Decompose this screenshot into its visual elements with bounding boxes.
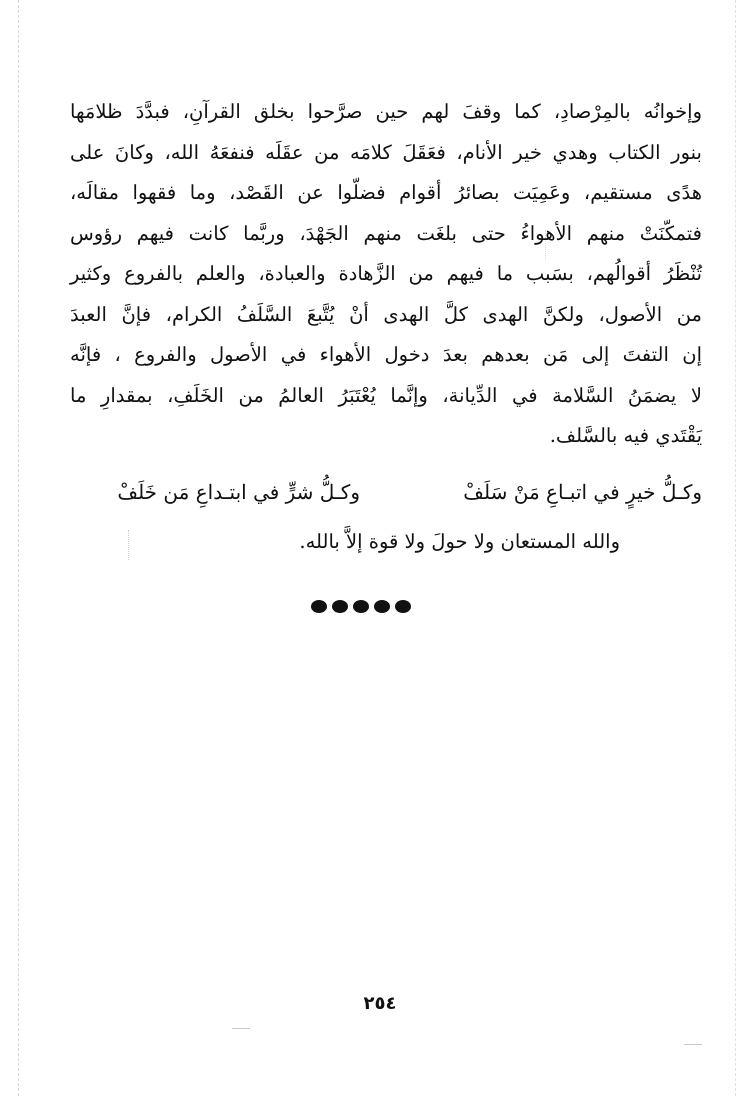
paragraph-line: بنور الكتاب وهدي خير الأنام، فعَقَلَ كلامَه من عقَلَه فنفعَهُ الله، وكانَ على [70,140,702,164]
verse-second-hemistich: وكـلُّ شرٍّ في ابتـداعِ مَن خَلَفْ [117,480,360,504]
closing-line: والله المستعان ولا حولَ ولا قوة إلاَّ بالله. [299,530,620,553]
section-separator [311,600,411,614]
main-paragraph [70,92,702,457]
paragraph-line: فتمكّنَتْ منهم الأهواءُ حتى بلغَت منهم الجَهْدَ، وربَّما كانت فيهم رؤوس [70,221,702,245]
scan-artifact-mark [128,530,129,560]
scan-artifact-mark [232,1028,250,1029]
paragraph-line: لا يضمَنُ السَّلامة في الدِّيانة، وإنَّما يُعْتَبَرُ العالمُ من الخَلَفِ، بمقدارِ ما [70,383,702,407]
separator-dot-icon [374,600,390,613]
scan-margin-line-right [735,0,736,1096]
paragraph-line: هدًى مستقيم، وعَمِيَت بصائرُ أقوام فضلّوا عن القَصْد، وما فقهوا مقالَه، [70,181,702,204]
separator-dot-icon [353,600,369,613]
page-number: ٢٥٤ [363,993,397,1014]
paragraph-line: يَقْتَدي فيه بالسَّلف. [549,424,702,447]
poetry-verse [70,472,702,512]
paragraph-line: من الأصول، ولكنَّ الهدى كلَّ الهدى أنْ يُتَّبعَ السَّلَفُ الكرام، فإنَّ العبدَ [70,302,702,326]
separator-dot-icon [332,600,348,613]
paragraph-line: وإخوانُه بالمِرْصادِ، كما وقفَ لهم حين صرَّحوا بخلق القرآنِ، فبدَّدَ ظلامَها [70,100,702,123]
separator-dot-icon [311,600,327,613]
verse-first-hemistich: وكـلُّ خيرٍ في اتبـاعِ مَنْ سَلَفْ [463,480,702,504]
scan-margin-line-left [18,0,19,1096]
paragraph-line: تُنْظَرُ أقوالُهم، بسَبب ما فيهم من الزَّهادة والعبادة، والعلم بالفروع وكثير [70,262,702,285]
paragraph-line: إن التفتَ إلى مَن بعدهم بعدَ دخول الأهواء في الأصول والفروع ، فإنَّه [70,343,702,366]
separator-dot-icon [395,600,411,613]
scan-artifact-mark [684,1044,702,1045]
